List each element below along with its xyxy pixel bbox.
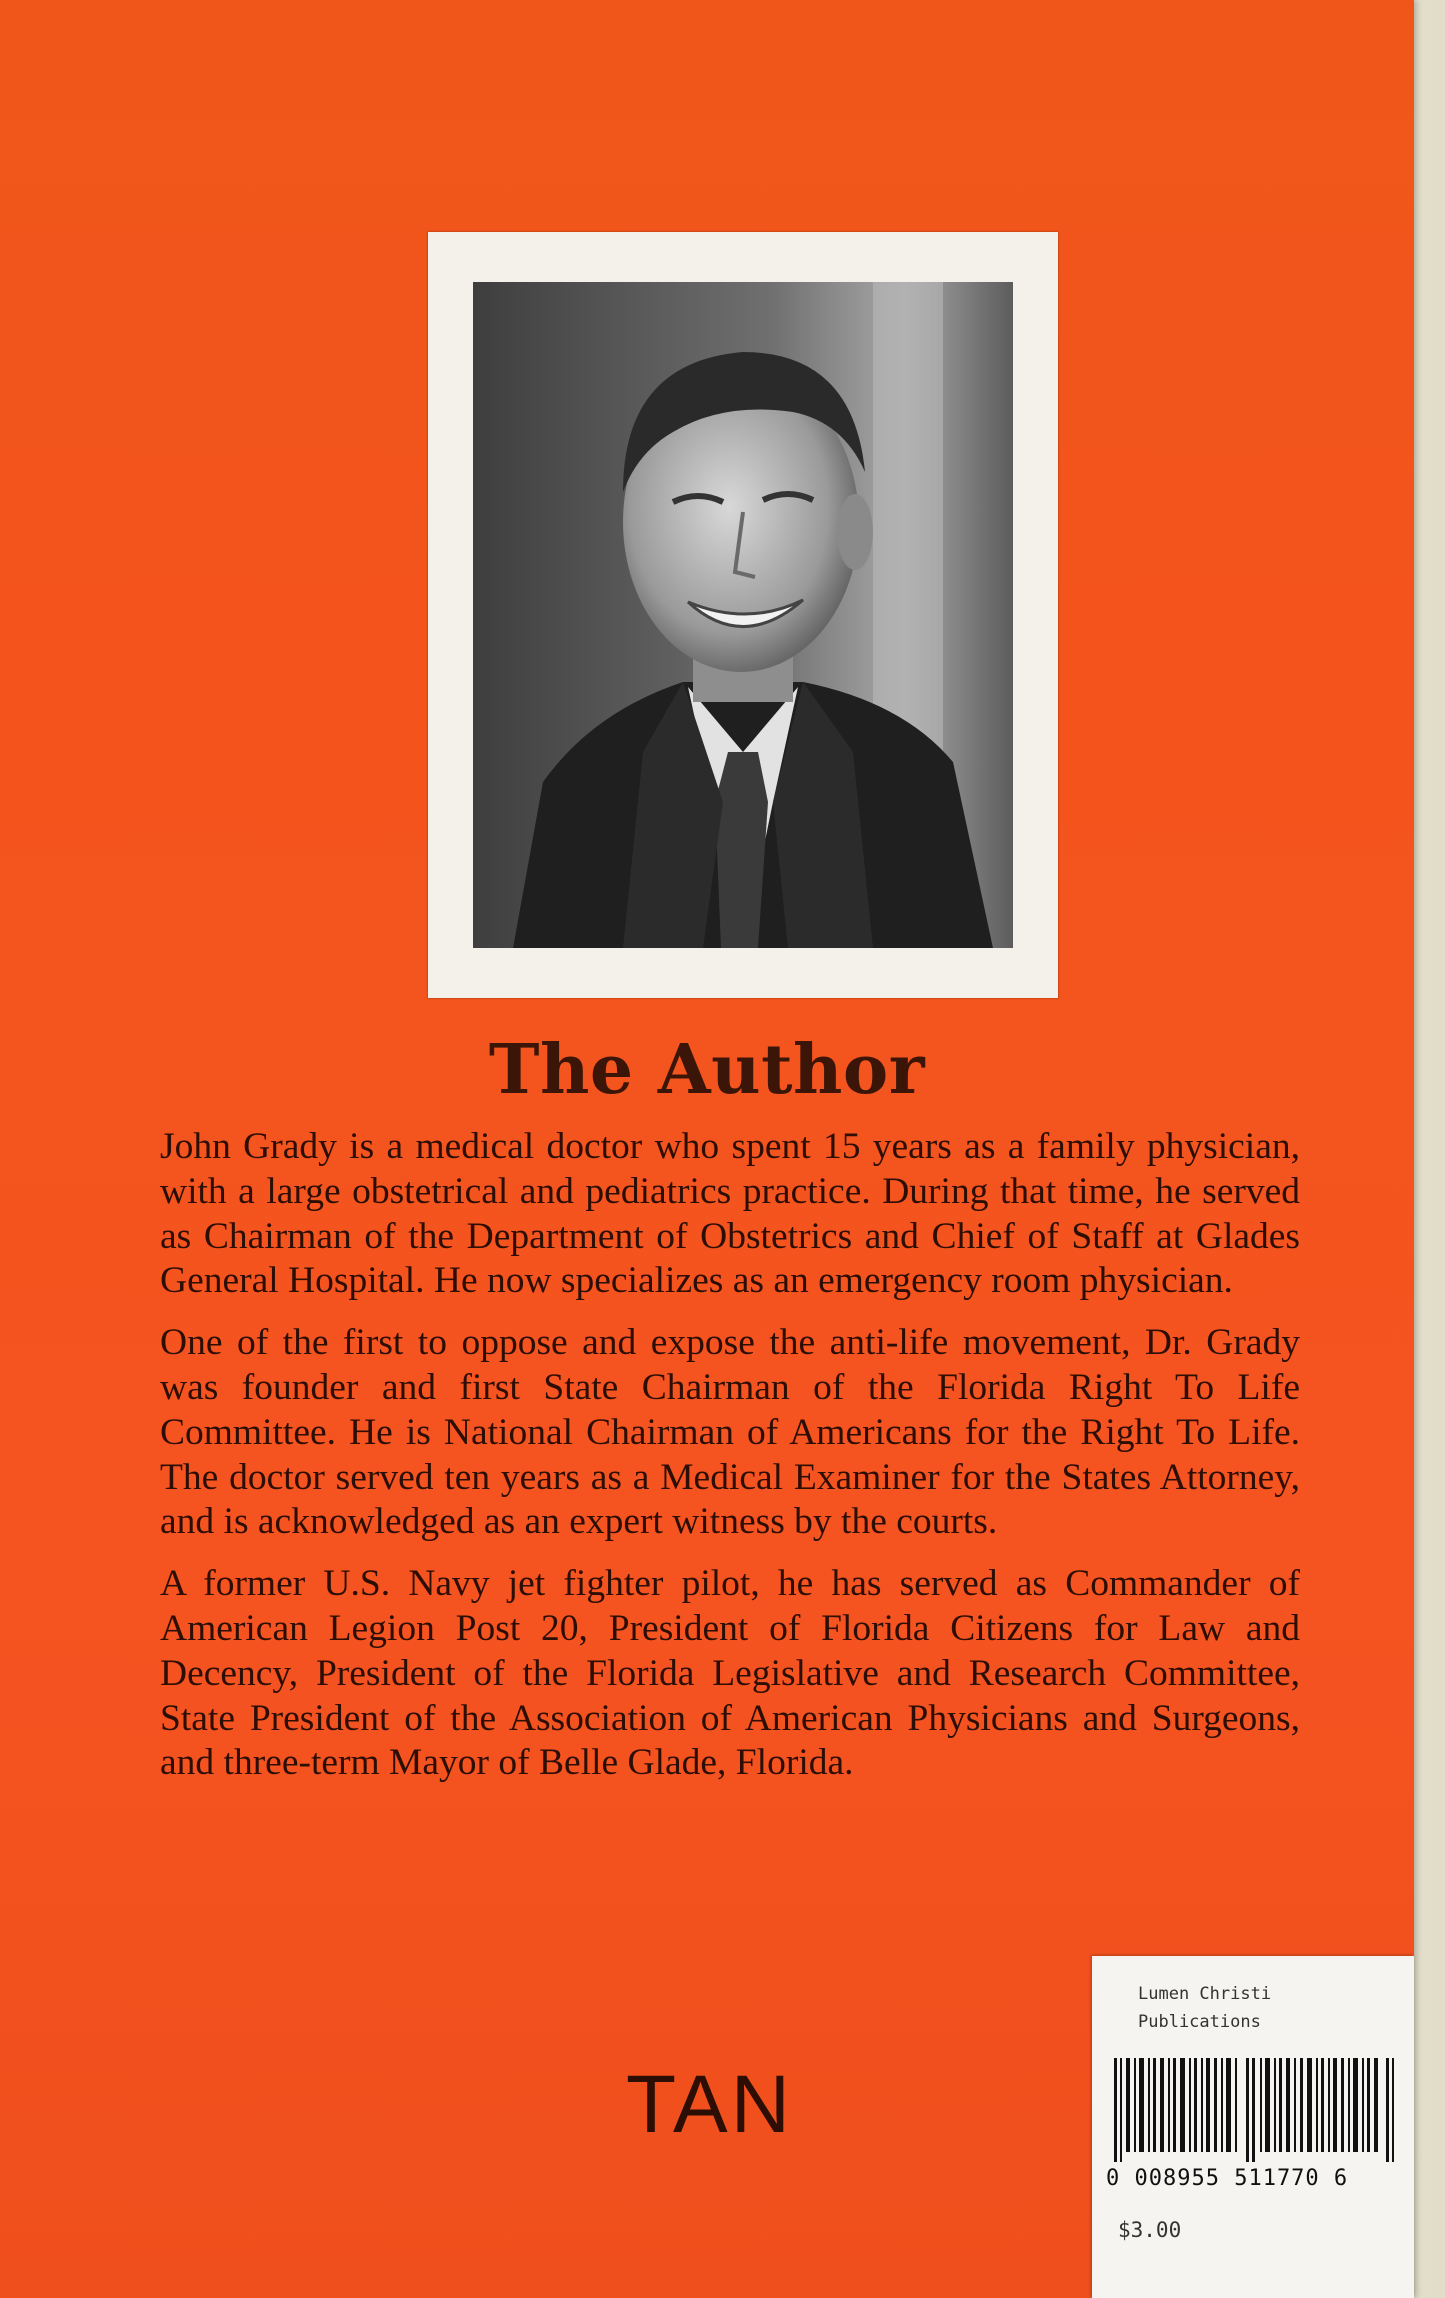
barcode-icon bbox=[1106, 2058, 1412, 2162]
biography-paragraph: A former U.S. Navy jet fighter pilot, he has served as Commander of American Legion Post 20, President of Florida Citizens for Law and Decency, President of the Florida Legislative and Research Committee, State President of the Association of American Physicians and Surgeons, and three-term Mayor of Belle Glade, Florida. bbox=[160, 1563, 1300, 1784]
price-label: $3.00 bbox=[1118, 2218, 1182, 2242]
publisher-logo: TAN bbox=[626, 2059, 793, 2150]
sticker-publisher: Lumen Christi Publications bbox=[1138, 1984, 1272, 2032]
biography-paragraph: One of the first to oppose and expose the anti-life movement, Dr. Grady was founder and first State Chairman of the Florida Right To Life Committee. He is National Chairman of Americans for the Right To Life. The doctor served ten years as a Medical Examiner for the States Attorney, and is acknowledged as an expert witness by the courts. bbox=[160, 1322, 1300, 1543]
price-sticker bbox=[1092, 1956, 1414, 2298]
author-biography bbox=[160, 1125, 1300, 1803]
section-heading: The Author bbox=[488, 1030, 926, 1110]
author-portrait-photo bbox=[473, 282, 1013, 948]
biography-paragraph: John Grady is a medical doctor who spent 15 years as a family physician, with a large obstetrical and pediatrics practice. During that time, he served as Chairman of the Department of Obstetrics and Chief of Staff at Glades General Hospital. He now specializes as an emergency room physician. bbox=[160, 1126, 1300, 1302]
barcode-number: 0 008955 511770 6 bbox=[1106, 2166, 1349, 2191]
author-portrait-illustration bbox=[473, 282, 1013, 948]
author-photo-frame bbox=[428, 232, 1058, 998]
